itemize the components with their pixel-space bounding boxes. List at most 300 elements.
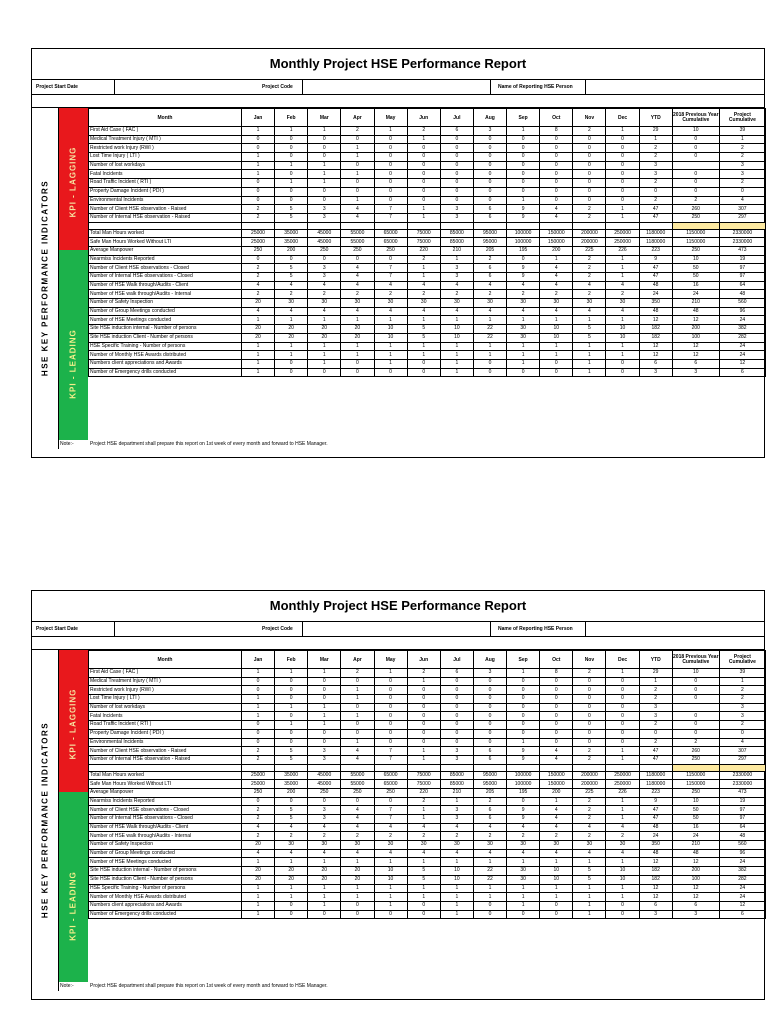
row-label: First Aid Case ( FAC ) xyxy=(89,669,242,678)
cell-value: 0 xyxy=(672,179,719,188)
cell-value: 1 xyxy=(573,858,606,867)
cell-value: 297 xyxy=(719,755,765,764)
cell-value: 1 xyxy=(606,884,639,893)
row-label: Number of HSE Meetings conducted xyxy=(89,316,242,325)
cell-value: 10 xyxy=(440,875,473,884)
cell-value: 0 xyxy=(308,695,341,704)
cell-value: 0 xyxy=(473,677,506,686)
cell-value: 1 xyxy=(440,893,473,902)
column-header: Jul xyxy=(440,109,473,127)
cell-value: 0 xyxy=(275,712,308,721)
cell-value: 1 xyxy=(606,806,639,815)
cell-value: 2 xyxy=(719,721,765,730)
cell-value: 97 xyxy=(719,815,765,824)
cell-value: 0 xyxy=(374,738,407,747)
cell-value: 2 xyxy=(473,832,506,841)
cell-value: 0 xyxy=(374,695,407,704)
cell-value: 9 xyxy=(507,755,540,764)
cell-value: 1 xyxy=(308,161,341,170)
cell-value: 0 xyxy=(275,255,308,264)
table-row xyxy=(89,815,766,824)
cell-value: 4 xyxy=(606,281,639,290)
cell-value: 1 xyxy=(308,669,341,678)
table-row xyxy=(89,255,766,264)
cell-value: 2 xyxy=(507,290,540,299)
cell-value: 2 xyxy=(573,747,606,756)
cell-value: 24 xyxy=(719,351,765,360)
cell-value: 47 xyxy=(639,806,672,815)
cell-value: 35000 xyxy=(275,780,308,789)
table-row xyxy=(89,703,766,712)
row-label: Site HSE induction internal - Number of persons xyxy=(89,867,242,876)
column-header: Month xyxy=(89,109,242,127)
cell-value: 3 xyxy=(308,815,341,824)
cell-value: 1150000 xyxy=(672,771,719,780)
cell-value: 22 xyxy=(473,325,506,334)
cell-value: 1 xyxy=(407,755,440,764)
cell-value: 1 xyxy=(241,342,274,351)
cell-value: 7 xyxy=(374,273,407,282)
cell-value: 1 xyxy=(507,893,540,902)
cell-value: 307 xyxy=(719,205,765,214)
cell-value: 9 xyxy=(507,205,540,214)
cell-value: 10 xyxy=(374,875,407,884)
cell-value: 1 xyxy=(473,351,506,360)
section-separator-row xyxy=(89,764,766,771)
cell-value: 0 xyxy=(341,797,374,806)
table-row xyxy=(89,359,766,368)
cell-value: 1 xyxy=(241,712,274,721)
cell-value: 0 xyxy=(241,797,274,806)
cell-value xyxy=(672,703,719,712)
cell-value: 0 xyxy=(341,179,374,188)
table-row xyxy=(89,144,766,153)
cell-value: 0 xyxy=(540,695,573,704)
cell-value: 4 xyxy=(540,747,573,756)
cell-value: 1 xyxy=(473,858,506,867)
cell-value: 12 xyxy=(719,901,765,910)
cell-value: 0 xyxy=(275,695,308,704)
cell-value: 0 xyxy=(275,686,308,695)
cell-value: 5 xyxy=(573,875,606,884)
cell-value: 0 xyxy=(374,255,407,264)
cell-value: 0 xyxy=(407,712,440,721)
cell-value: 1 xyxy=(341,170,374,179)
cell-value: 0 xyxy=(308,153,341,162)
cell-value: 1 xyxy=(308,901,341,910)
cell-value: 1150000 xyxy=(672,780,719,789)
cell-value: 0 xyxy=(507,255,540,264)
cell-value: 3 xyxy=(719,170,765,179)
cell-value: 220 xyxy=(407,788,440,797)
cell-value: 1 xyxy=(341,351,374,360)
row-label: Number of Client HSE observations - Closed xyxy=(89,264,242,273)
column-header: Month xyxy=(89,651,242,669)
cell-value: 4 xyxy=(540,849,573,858)
cell-value: 1 xyxy=(606,755,639,764)
cell-value: 4 xyxy=(573,281,606,290)
cell-value: 182 xyxy=(639,333,672,342)
table-row xyxy=(89,875,766,884)
cell-value: 4 xyxy=(241,823,274,832)
row-label: Nearmiss Incidents Reported xyxy=(89,255,242,264)
cell-value: 6 xyxy=(440,127,473,136)
cell-value: 3 xyxy=(473,669,506,678)
cell-value: 1 xyxy=(308,884,341,893)
column-header: Jul xyxy=(440,651,473,669)
cell-value: 20 xyxy=(341,867,374,876)
cell-value: 0 xyxy=(507,179,540,188)
cell-value: 2 xyxy=(719,144,765,153)
cell-value: 1 xyxy=(308,858,341,867)
cell-value: 0 xyxy=(606,144,639,153)
cell-value: 4 xyxy=(341,755,374,764)
cell-value: 0 xyxy=(540,368,573,377)
cell-value: 226 xyxy=(606,788,639,797)
cell-value: 4 xyxy=(540,307,573,316)
cell-value: 0 xyxy=(473,686,506,695)
column-header: Dec xyxy=(606,109,639,127)
cell-value: 48 xyxy=(719,832,765,841)
cell-value: 1 xyxy=(606,205,639,214)
row-label: HSE Specific Training - Number of persons xyxy=(89,342,242,351)
table-row xyxy=(89,797,766,806)
table-row xyxy=(89,351,766,360)
cell-value: 0 xyxy=(341,729,374,738)
cell-value: 35000 xyxy=(275,238,308,247)
cell-value: 0 xyxy=(672,170,719,179)
cell-value: 0 xyxy=(407,170,440,179)
cell-value: 5 xyxy=(275,205,308,214)
cell-value: 30 xyxy=(473,299,506,308)
cell-value: 0 xyxy=(241,738,274,747)
cell-value: 0 xyxy=(275,738,308,747)
cell-value: 1 xyxy=(507,858,540,867)
cell-value: 0 xyxy=(241,179,274,188)
cell-value: 1 xyxy=(241,359,274,368)
cell-value: 19 xyxy=(719,797,765,806)
cell-value: 4 xyxy=(540,755,573,764)
cell-value: 5 xyxy=(275,806,308,815)
cell-value: 1 xyxy=(606,264,639,273)
cell-value: 4 xyxy=(308,281,341,290)
table-row xyxy=(89,755,766,764)
cell-value: 5 xyxy=(573,333,606,342)
cell-value: 4 xyxy=(241,307,274,316)
cell-value: 4 xyxy=(341,213,374,222)
cell-value: 0 xyxy=(606,695,639,704)
column-header: 2018 Previous Year Cumulative xyxy=(672,109,719,127)
cell-value: 20 xyxy=(308,325,341,334)
cell-value: 1 xyxy=(606,858,639,867)
cell-value: 0 xyxy=(308,677,341,686)
cell-value: 2 xyxy=(639,686,672,695)
cell-value: 1 xyxy=(308,342,341,351)
table-row xyxy=(89,342,766,351)
cell-value: 1 xyxy=(341,884,374,893)
cell-value: 4 xyxy=(341,273,374,282)
cell-value: 182 xyxy=(639,325,672,334)
cell-value: 0 xyxy=(473,738,506,747)
cell-value: 30 xyxy=(507,333,540,342)
cell-value: 4 xyxy=(540,281,573,290)
cell-value: 0 xyxy=(440,153,473,162)
cell-value: 4 xyxy=(374,849,407,858)
cell-value: 0 xyxy=(407,153,440,162)
cell-value: 97 xyxy=(719,273,765,282)
cell-value: 4 xyxy=(407,307,440,316)
cell-value: 0 xyxy=(440,729,473,738)
cell-value: 1 xyxy=(275,161,308,170)
cell-value: 10 xyxy=(440,867,473,876)
cell-value: 5 xyxy=(407,875,440,884)
cell-value: 1 xyxy=(606,893,639,902)
cell-value: 9 xyxy=(507,806,540,815)
table-row xyxy=(89,841,766,850)
table-row xyxy=(89,238,766,247)
cell-value: 2 xyxy=(241,264,274,273)
cell-value: 0 xyxy=(473,729,506,738)
cell-value: 0 xyxy=(672,695,719,704)
cell-value: 1 xyxy=(374,884,407,893)
cell-value: 30 xyxy=(374,299,407,308)
project-info-row xyxy=(32,80,764,95)
cell-value: 1 xyxy=(606,351,639,360)
cell-value: 3 xyxy=(308,273,341,282)
cell-value: 48 xyxy=(672,849,719,858)
cell-value: 1 xyxy=(241,669,274,678)
cell-value: 4 xyxy=(407,823,440,832)
cell-value: 12 xyxy=(672,316,719,325)
table-row xyxy=(89,264,766,273)
cell-value: 12 xyxy=(672,351,719,360)
cell-value: 4 xyxy=(341,849,374,858)
cell-value: 24 xyxy=(719,884,765,893)
cell-value: 48 xyxy=(639,823,672,832)
cell-value: 30 xyxy=(606,299,639,308)
cell-value: 0 xyxy=(606,703,639,712)
cell-value: 0 xyxy=(540,729,573,738)
cell-value: 3 xyxy=(440,213,473,222)
project-code-label: Project Code xyxy=(262,84,293,90)
cell-value: 1 xyxy=(573,342,606,351)
cell-value: 0 xyxy=(407,187,440,196)
cell-value: 1 xyxy=(341,858,374,867)
cell-value: 1 xyxy=(241,153,274,162)
cell-value: 2 xyxy=(573,806,606,815)
cell-value: 0 xyxy=(341,721,374,730)
cell-value: 1 xyxy=(341,686,374,695)
cell-value: 0 xyxy=(672,729,719,738)
cell-value: 0 xyxy=(374,153,407,162)
cell-value: 47 xyxy=(639,747,672,756)
cell-value: 29 xyxy=(639,127,672,136)
cell-value: 3 xyxy=(440,264,473,273)
cell-value: 0 xyxy=(308,729,341,738)
cell-value: 4 xyxy=(374,281,407,290)
row-label: Number of Client HSE observation - Raised xyxy=(89,747,242,756)
cell-value: 560 xyxy=(719,299,765,308)
cell-value: 20 xyxy=(241,325,274,334)
cell-value: 0 xyxy=(473,910,506,919)
cell-value: 20 xyxy=(341,325,374,334)
cell-value: 250 xyxy=(672,788,719,797)
cell-value: 1 xyxy=(540,858,573,867)
cell-value: 1 xyxy=(440,858,473,867)
cell-value: 0 xyxy=(407,721,440,730)
cell-value: 1 xyxy=(308,359,341,368)
table-row xyxy=(89,721,766,730)
cell-value: 30 xyxy=(573,841,606,850)
cell-value: 50 xyxy=(672,815,719,824)
cell-value: 4 xyxy=(473,849,506,858)
cell-value: 1 xyxy=(573,316,606,325)
cell-value: 96 xyxy=(719,849,765,858)
cell-value: 0 xyxy=(573,170,606,179)
cell-value: 1 xyxy=(308,179,341,188)
cell-value: 1 xyxy=(507,669,540,678)
cell-value: 0 xyxy=(573,144,606,153)
cell-value: 5 xyxy=(275,213,308,222)
cell-value: 3 xyxy=(308,806,341,815)
column-header: Sep xyxy=(507,651,540,669)
cell-value: 24 xyxy=(672,832,719,841)
cell-value: 210 xyxy=(672,841,719,850)
cell-value: 0 xyxy=(473,368,506,377)
cell-value: 8 xyxy=(540,669,573,678)
column-header: Nov xyxy=(573,651,606,669)
cell-value: 3 xyxy=(440,806,473,815)
cell-value: 47 xyxy=(639,755,672,764)
table-header-row xyxy=(89,109,766,127)
cell-value: 210 xyxy=(440,788,473,797)
hse-kpi-vertical-label: HSE KEY PERFORMANCE INDICATORS xyxy=(32,650,59,991)
row-label: Number of Group Meetings conducted xyxy=(89,849,242,858)
column-header: Feb xyxy=(275,109,308,127)
cell-value: 0 xyxy=(573,179,606,188)
cell-value: 9 xyxy=(639,797,672,806)
column-header: Mar xyxy=(308,109,341,127)
cell-value: 45000 xyxy=(308,229,341,238)
table-row xyxy=(89,205,766,214)
cell-value: 2 xyxy=(241,213,274,222)
cell-value: 3 xyxy=(308,213,341,222)
cell-value: 1 xyxy=(407,351,440,360)
cell-value: 1 xyxy=(719,135,765,144)
cell-value: 6 xyxy=(473,264,506,273)
cell-value: 1 xyxy=(308,703,341,712)
cell-value: 1 xyxy=(573,901,606,910)
cell-value: 55000 xyxy=(341,229,374,238)
cell-value: 2 xyxy=(341,669,374,678)
cell-value: 0 xyxy=(407,910,440,919)
cell-value: 1 xyxy=(507,196,540,205)
cell-value: 2 xyxy=(606,290,639,299)
cell-value: 5 xyxy=(275,815,308,824)
cell-value: 1180000 xyxy=(639,238,672,247)
cell-value: 0 xyxy=(440,703,473,712)
table-row xyxy=(89,307,766,316)
cell-value: 1 xyxy=(540,342,573,351)
table-row xyxy=(89,771,766,780)
cell-value: 47 xyxy=(639,264,672,273)
row-label: Number of lost workdays xyxy=(89,703,242,712)
table-row xyxy=(89,884,766,893)
cell-value: 1 xyxy=(241,368,274,377)
row-label: Number of HSE walk through/Audits - Internal xyxy=(89,832,242,841)
cell-value: 0 xyxy=(308,144,341,153)
cell-value: 75000 xyxy=(407,780,440,789)
cell-value: 30 xyxy=(341,841,374,850)
cell-value: 1 xyxy=(374,893,407,902)
cell-value: 2 xyxy=(573,205,606,214)
cell-value: 2 xyxy=(407,669,440,678)
cell-value: 4 xyxy=(507,823,540,832)
row-label: Medical Treatment Injury ( MTI ) xyxy=(89,135,242,144)
column-header: Feb xyxy=(275,651,308,669)
column-header: Aug xyxy=(473,109,506,127)
cell-value: 225 xyxy=(573,788,606,797)
cell-value: 0 xyxy=(241,255,274,264)
row-label: Number of Safety Inspection xyxy=(89,299,242,308)
cell-value: 30 xyxy=(407,299,440,308)
cell-value: 0 xyxy=(407,144,440,153)
cell-value: 2 xyxy=(573,290,606,299)
cell-value: 0 xyxy=(540,738,573,747)
cell-value: 20 xyxy=(341,875,374,884)
cell-value: 1 xyxy=(275,669,308,678)
cell-value: 2 xyxy=(719,153,765,162)
cell-value: 150000 xyxy=(540,780,573,789)
cell-value: 200 xyxy=(672,325,719,334)
cell-value: 2 xyxy=(241,747,274,756)
cell-value: 4 xyxy=(606,307,639,316)
cell-value: 1 xyxy=(241,910,274,919)
cell-value: 5 xyxy=(407,333,440,342)
cell-value: 65000 xyxy=(374,780,407,789)
cell-value: 0 xyxy=(374,703,407,712)
cell-value: 1180000 xyxy=(639,780,672,789)
cell-value: 2 xyxy=(407,127,440,136)
cell-value: 1 xyxy=(540,255,573,264)
column-header: May xyxy=(374,651,407,669)
cell-value: 4 xyxy=(341,747,374,756)
table-row xyxy=(89,695,766,704)
cell-value: 2 xyxy=(639,695,672,704)
cell-value: 0 xyxy=(473,161,506,170)
cell-value: 0 xyxy=(573,135,606,144)
cell-value: 9 xyxy=(507,273,540,282)
cell-value: 0 xyxy=(639,187,672,196)
cell-value: 4 xyxy=(606,823,639,832)
cell-value: 1 xyxy=(407,264,440,273)
cell-value: 0 xyxy=(374,196,407,205)
row-label: Number of HSE Meetings conducted xyxy=(89,858,242,867)
cell-value: 1 xyxy=(241,316,274,325)
table-row xyxy=(89,910,766,919)
cell-value: 0 xyxy=(275,144,308,153)
table-row xyxy=(89,135,766,144)
cell-value: 85000 xyxy=(440,229,473,238)
cell-value: 0 xyxy=(308,797,341,806)
cell-value: 3 xyxy=(308,264,341,273)
row-label: Number of Safety Inspection xyxy=(89,841,242,850)
cell-value: 0 xyxy=(275,729,308,738)
cell-value: 9 xyxy=(507,815,540,824)
cell-value: 30 xyxy=(308,841,341,850)
cell-value: 0 xyxy=(440,135,473,144)
cell-value: 1 xyxy=(573,893,606,902)
